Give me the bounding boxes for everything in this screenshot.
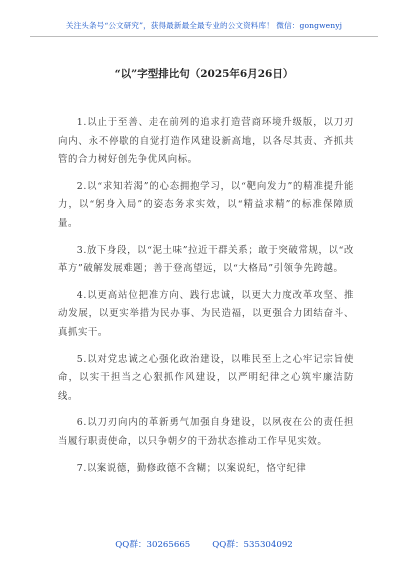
header-promo-link[interactable]: 关注头条号“公文研究”，获得最新最全最专业的公文资料库！ 微信：gongwenyj bbox=[65, 21, 343, 30]
footer-contact bbox=[0, 538, 408, 550]
paragraph-1: 1.以止于至善、走在前列的追求打造营商环境升级版，以刀刃向内、永不停歇的自觉打造作风建设新高地，以各尽其责、齐抓共管的合力树好创先争优风向标。 bbox=[58, 117, 354, 166]
paragraph-7: 7.以案说德，勤修政德不含糊；以案说纪，恪守纪律 bbox=[76, 462, 307, 474]
document-body bbox=[58, 114, 354, 486]
paragraph-2: 2.以“求知若渴”的心态拥抱学习，以“靶向发力”的精准提升能力，以“躬身入局”的姿态务求实效，以“精益求精”的标准保障质量。 bbox=[58, 180, 354, 229]
footer-qq-group-1[interactable]: QQ群：30265665 bbox=[115, 540, 191, 550]
paragraph-3: 3.放下身段，以“泥土味”拉近干群关系；敢于突破常规，以“改革方”破解发展难题；善于登高望远，以“大格局”引领争先跨越。 bbox=[58, 244, 354, 275]
paragraph-6: 6.以刀刃向内的革新勇气加强自身建设，以夙夜在公的责任担当履行职责使命，以只争朝夕的干劲状态推动工作早见实效。 bbox=[58, 417, 354, 447]
paragraph-5: 5.以对党忠诚之心强化政治建设，以唯民至上之心牢记宗旨使命，以实干担当之心狠抓作风建设，以严明纪律之心筑牢廉洁防线。 bbox=[58, 353, 354, 402]
paragraph-4: 4.以更高站位把准方向、践行忠诚，以更大力度改革攻坚、推动发展，以更实举措为民办事、为民造福，以更强合力团结奋斗、真抓实干。 bbox=[58, 289, 354, 338]
document-title: “以”字型排比句（2025年6月26日） bbox=[114, 68, 294, 80]
header-divider bbox=[30, 36, 378, 37]
footer-qq-group-2[interactable]: QQ群：535304092 bbox=[212, 540, 293, 550]
